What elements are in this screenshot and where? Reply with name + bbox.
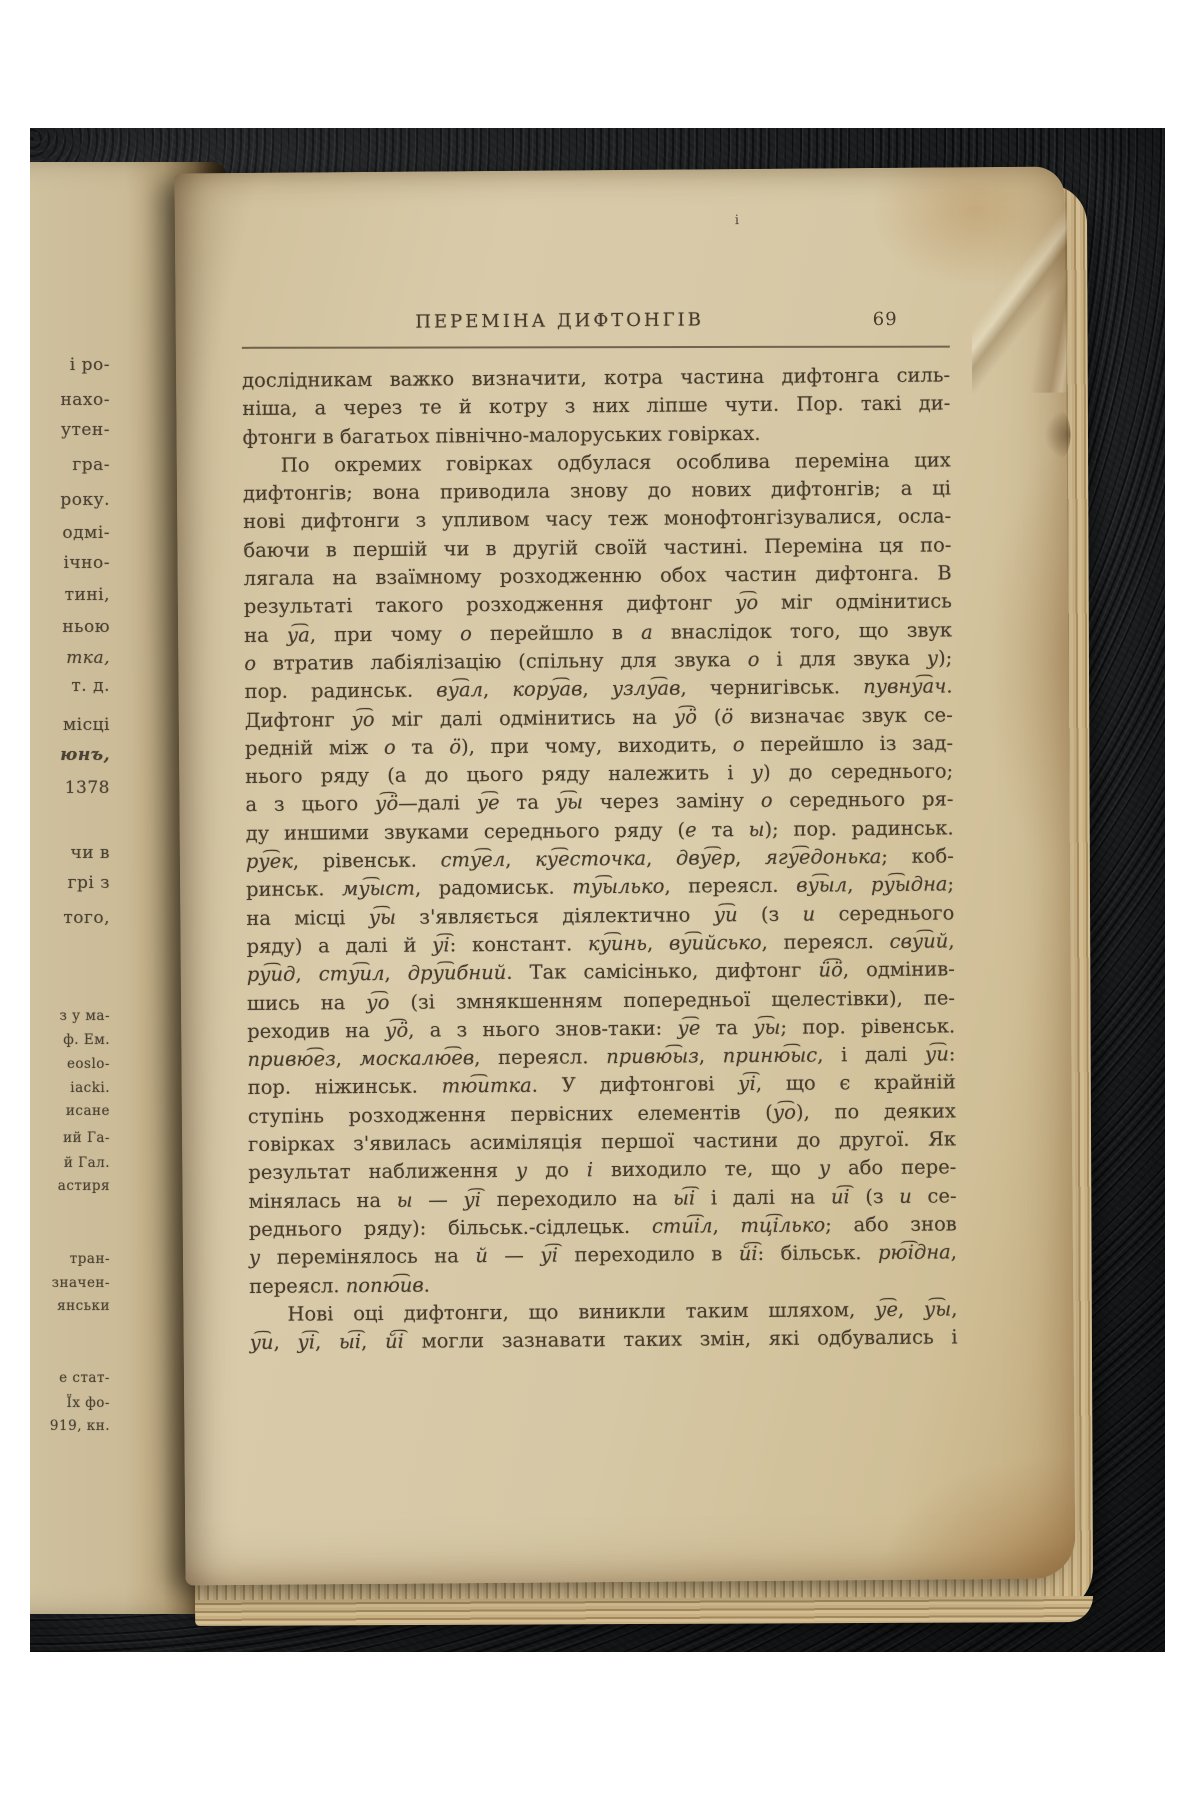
left-page-fragment: гра- <box>72 455 110 475</box>
left-page-fragment: тка, <box>66 648 110 668</box>
text-line: ру͡ек, рівенськ. сту͡ел, ку͡есточка, дву͡ер, ягу͡едонька; коб- <box>245 844 954 874</box>
book-page <box>174 167 1075 1586</box>
text-line: нові дифтонги з упливом часу теж монофтонгізувалися, осла- <box>243 504 952 534</box>
text-line: фтонги в багатьох північно-малоруських говірках. <box>242 421 761 449</box>
text-line: результат наближення у до і виходило те, що у або пере- <box>248 1155 957 1185</box>
page-fold-crease <box>971 203 1068 394</box>
text-line: ступінь розходження первісних елементів (у͡о), по деяких <box>247 1099 956 1128</box>
text-line: ринськ. му͡ыст, радомиськ. ту͡ылько, переясл. ву͡ыл, ру͡ыдна; <box>246 872 955 902</box>
left-page-fragment: ньою <box>62 617 110 637</box>
left-page-fragment: 919, кн. <box>49 1418 110 1434</box>
text-line: на місці у͡ы з'являється діялектично у͡и (з и середнього <box>246 901 955 930</box>
left-page-fragment: нахо- <box>60 390 110 410</box>
left-page-fragment: iacki. <box>70 1080 110 1096</box>
left-page-fragment: е стат- <box>59 1370 110 1386</box>
text-line: шись на у͡о (зі змнякшенням попередньої щелестівки), пе- <box>246 985 956 1015</box>
text-line: у перемінялось на й — у͡і переходило в й͡і: більськ. рю͡ідна, <box>248 1240 958 1270</box>
text-line: баючи в першій чи в другій своїй частині. Переміна ця по- <box>243 533 952 562</box>
left-page-fragment: з у ма- <box>59 1008 110 1024</box>
left-page-fragment: року. <box>60 490 110 510</box>
page-edge-nick <box>1044 408 1070 460</box>
left-page-fragment: утен- <box>60 420 110 440</box>
left-page-fragment: значен- <box>51 1275 110 1291</box>
book-photo <box>30 128 1165 1652</box>
left-page-fragment: юнъ, <box>60 745 110 765</box>
text-line: результаті такого розходження дифтонг у͡о міг одмінитись <box>243 589 952 619</box>
body-text <box>242 361 958 1357</box>
text-line: ду иншими звуками середнього ряду (е та ы); пор. радинськ. <box>245 816 954 845</box>
text-line: нього ряду (а до цього ряду належить і у) до середнього; <box>245 759 954 789</box>
left-page-fragment: исане <box>65 1103 110 1119</box>
text-line: а з цього у͡ӧ—далі у͡е та у͡ы через заміну о середнього ря- <box>245 787 954 817</box>
text-line: говірках з'явилась асиміляція першої частини до другої. Як <box>248 1127 957 1156</box>
page-content <box>242 307 958 1357</box>
signature-mark: і <box>734 213 740 229</box>
text-line: у͡и, у͡і, ы͡і, й͡і могли зазнавати таких змін, які одбувались і <box>249 1325 958 1355</box>
header-rule <box>242 346 950 349</box>
left-page-fragment: т. д. <box>71 676 110 696</box>
text-line: реходив на у͡ӧ, а з нього знов-таки: у͡е та у͡ы; пор. рівенськ. <box>247 1014 956 1043</box>
text-line: По окремих говірках одбулася особлива переміна цих <box>280 448 951 477</box>
running-title: ПЕРЕМІНА ДИФТОНГІВ <box>415 309 705 333</box>
text-line: ряду) а далі й у͡і: констант. ку͡инь, ву͡ийсько, переясл. сву͡ий, <box>246 929 955 958</box>
text-line: дифтонгів; вона приводила знову до нових дифтонгів; а ці <box>242 476 952 506</box>
left-page-fragment: ий Га- <box>63 1130 110 1146</box>
text-line: дослідникам важко визначити, котра частина дифтонга силь- <box>242 363 951 392</box>
left-page-fragment: ф. Ем. <box>63 1032 110 1048</box>
text-line: мінялась на ы — у͡і переходило на ы͡і і далі на и͡і (з и се- <box>248 1184 957 1213</box>
page-number: 69 <box>872 308 898 331</box>
left-page-fragment: й Гал. <box>63 1155 110 1171</box>
page-header <box>242 307 950 347</box>
left-page-fragment: чи в <box>70 843 110 863</box>
left-page-fragment: того, <box>63 908 110 928</box>
text-line: ру͡ид, сту͡ил, дру͡ибний. Так самісінько, дифтонг ӥ͡ӧ, одмінив- <box>246 957 955 987</box>
left-page-fragment: астиря <box>57 1178 110 1194</box>
text-line: ніша, а через те й котру з них ліпше чути. Пор. такі ди- <box>242 391 951 421</box>
text-line: Нові оці дифтонги, що виникли таким шляхом, у͡е, у͡ы, <box>287 1297 958 1326</box>
text-line: пор. радинськ. ву͡ал, кору͡ав, узлу͡ав, чернигівськ. пувну͡ач. <box>244 674 953 704</box>
left-page-fragment: eoslo- <box>66 1056 110 1072</box>
left-page-fragment: одмі- <box>62 523 110 543</box>
left-page-fragment: тині, <box>64 585 110 605</box>
left-page-fragment: тран- <box>69 1251 110 1267</box>
text-line: привю͡ез, москалю͡ев, переясл. привю͡ыз, приню͡ыс, і далі у͡и: <box>247 1042 956 1072</box>
text-line: о втратив лабіялізацію (спільну для звука о і для звука у); <box>244 646 953 675</box>
text-line: лягала на взаїмному розходженню обох частин дифтонга. В <box>243 561 952 591</box>
left-page-fragment: Їх фо- <box>66 1395 110 1411</box>
left-page-fragment: ічно- <box>63 553 110 573</box>
text-line: Дифтонг у͡о міг далі одмінитись на у͡ӧ (ӧ визначає звук се- <box>244 702 953 732</box>
text-line: переясл. попю͡ив. <box>249 1273 431 1298</box>
left-page-fragment: грі з <box>67 873 110 893</box>
left-page-fragment: 1378 <box>64 778 110 798</box>
left-page-fragment: місці <box>62 715 110 735</box>
left-page-fragment: янськи <box>57 1298 110 1314</box>
text-line: реднього ряду): більськ.-сідлецьк. сти͡іл, тц͡ілько; або знов <box>248 1212 957 1241</box>
text-line: редній між о та ӧ), при чому, виходить, о перейшло із зад- <box>244 731 954 760</box>
text-line: пор. ніжинськ. тю͡итка. У дифтонгові у͡і, що є крайній <box>247 1070 956 1100</box>
text-line: на у͡а, при чому о перейшло в а внаслідок того, що звук <box>244 618 953 647</box>
left-page-fragment: і ро- <box>69 355 110 375</box>
